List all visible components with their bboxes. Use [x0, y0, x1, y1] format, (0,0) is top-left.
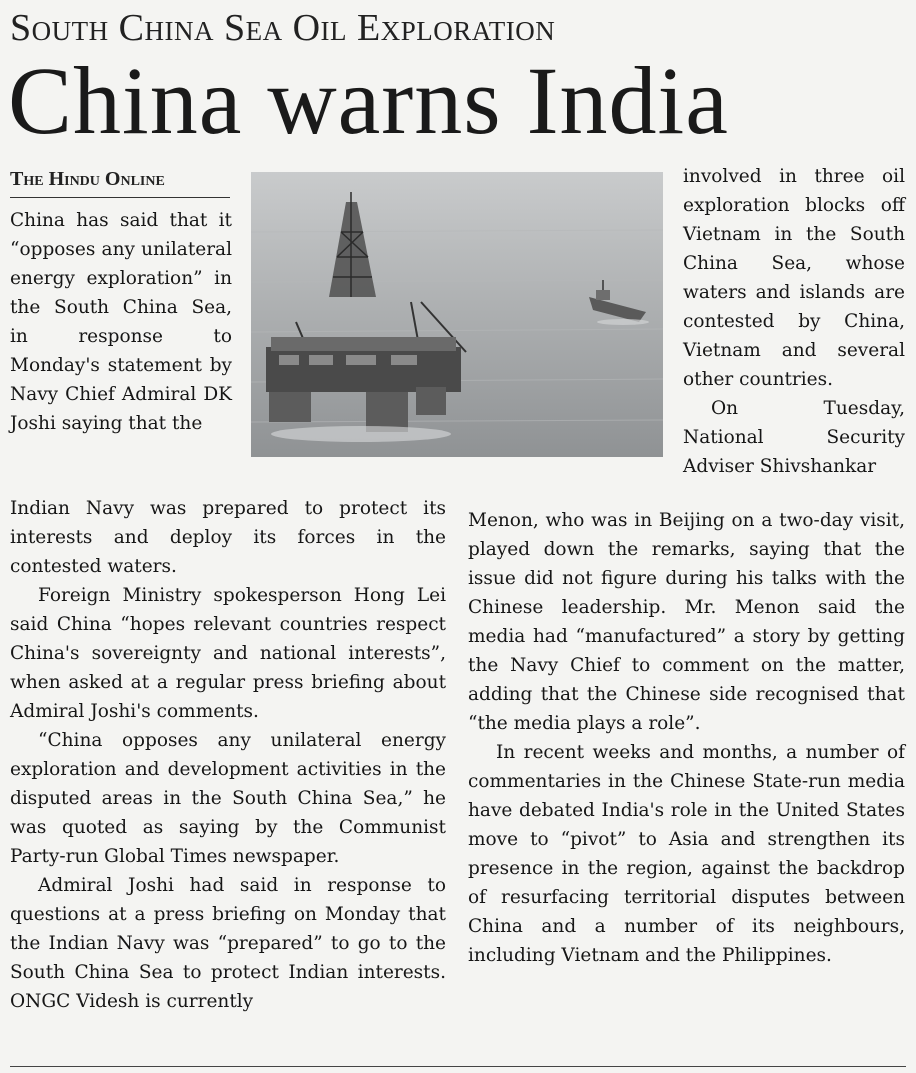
- paragraph-4: Admiral Joshi had said in response to questions at a press briefing on Monday that the Indian Navy was “prepared” to go to the South China Sea to protect Indian interests. ONGC Videsh is currently: [10, 875, 446, 1012]
- oil-rig-illustration: [251, 172, 663, 457]
- paragraph-3: “China opposes any unilateral energy exploration and development activities in the disputed areas in the South China Sea,” he was quoted as saying by the Communist Party-run Global Times newspaper.: [10, 730, 446, 867]
- paragraph-5-start: On Tuesday, National Security Adviser Shivshankar: [683, 398, 905, 477]
- paragraph-2: Foreign Ministry spokesperson Hong Lei said China “hopes relevant countries respect China's sovereignty and national interests”, when asked at a regular press briefing about Admiral Joshi's comments.: [10, 585, 446, 722]
- column-right-top: [683, 162, 905, 481]
- column-right-bottom: [468, 506, 905, 970]
- headline: China warns India: [8, 47, 729, 154]
- paragraph-6: In recent weeks and months, a number of commentaries in the Chinese State-run media have debated India's role in the United States move to “pivot” to Asia and strengthen its presence in the region, against the backdrop of resurfacing territorial disputes between China and a number of its neighbours, including Vietnam and the Philippines.: [468, 742, 905, 966]
- paragraph-5-end: Menon, who was in Beijing on a two-day visit, played down the remarks, saying that the issue did not figure during his talks with the Chinese leadership. Mr. Menon said the media had “manufactured” a story by getting the Navy Chief to comment on the matter, adding that the Chinese side recognised that “the media plays a role”.: [468, 510, 905, 734]
- column-left-top: [10, 206, 232, 438]
- paragraph-4-continued: involved in three oil exploration blocks off Vietnam in the South China Sea, whose waters and islands are contested by China, Vietnam and several other countries.: [683, 166, 905, 390]
- byline: The Hindu Online: [10, 168, 230, 198]
- oil-rig-photo: [251, 172, 663, 457]
- bottom-rule: [10, 1066, 906, 1067]
- kicker-heading: South China Sea Oil Exploration: [10, 7, 556, 49]
- column-left-bottom: [10, 494, 446, 1016]
- paragraph-1-start: China has said that it “opposes any unilateral energy exploration” in the South China Sea, in response to Monday's statement by Navy Chief Admiral DK Joshi saying that the: [10, 210, 232, 434]
- paragraph-1-end: Indian Navy was prepared to protect its interests and deploy its forces in the contested waters.: [10, 498, 446, 577]
